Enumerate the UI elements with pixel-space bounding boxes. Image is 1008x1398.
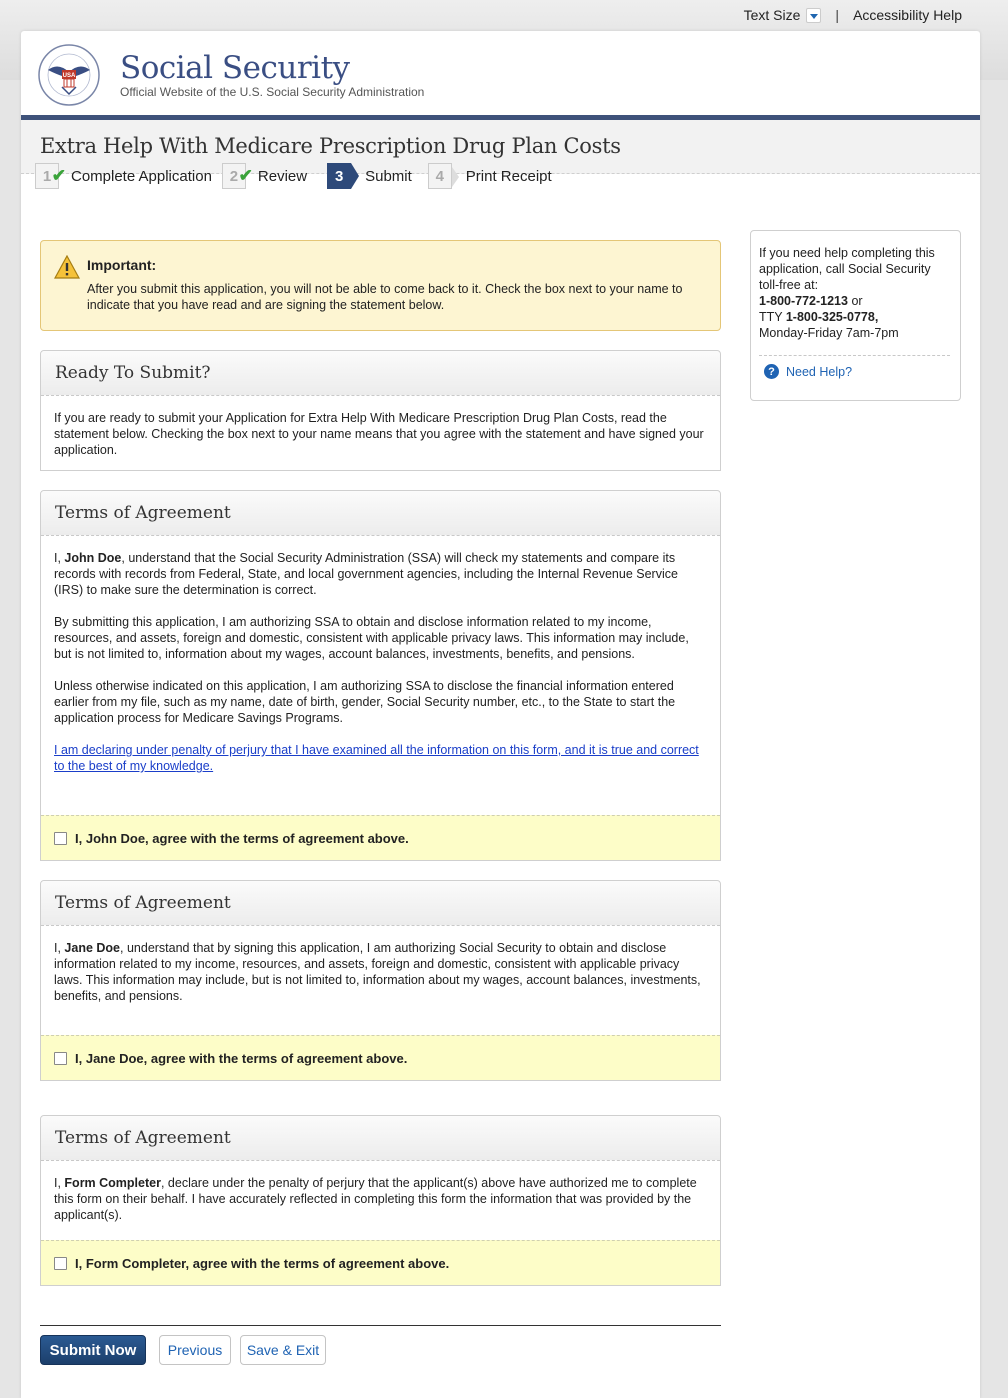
checkmark-icon: ✔ <box>51 166 66 185</box>
terms-paragraph: By submitting this application, I am authorizing SSA to obtain and disclose information related to my income, resources, and assets, foreign and domestic, consistent with applicable privacy laws. This information may include, but is not limited to, information about my wages, account balances, investments, benefits, and pensions. <box>54 615 689 661</box>
ready-text: If you are ready to submit your Application for Extra Help With Medicare Prescription Drug Plan Costs, read the statement below. Checking the box next to your name means that you agree with the statement and have signed your application. <box>54 411 704 457</box>
panel-header <box>41 491 720 536</box>
site-subtitle: Official Website of the U.S. Social Security Administration <box>120 85 425 99</box>
sidebar-divider <box>759 355 950 356</box>
important-alert <box>40 240 721 331</box>
agree-checkbox-jane[interactable] <box>54 1052 67 1065</box>
important-body: After you submit this application, you will not be able to come back to it. Check the box next to your name to indicate that you have read and are signing the statement below. <box>87 282 683 312</box>
terms-paragraph: I, John Doe, understand that the Social Security Administration (SSA) will check my statements and compare its records with records from Federal, State, and local government agencies, including the Internal Revenue Service (IRS) to make sure the determination is correct. <box>54 551 678 597</box>
step-label: Complete Application <box>71 167 212 185</box>
terms-paragraph: Unless otherwise indicated on this application, I am authorizing SSA to disclose the financial information entered earlier from my file, such as my name, date of birth, gender, Social Security number, etc., to the State to start the application process for Medicare Savings Programs. <box>54 679 676 725</box>
panel-body <box>41 1161 720 1223</box>
panel-header <box>41 881 720 926</box>
panel-heading: Terms of Agreement <box>55 503 231 523</box>
agree-label[interactable]: I, Form Completer, agree with the terms of agreement above. <box>75 1255 450 1271</box>
help-sidebar <box>750 230 961 401</box>
warning-icon <box>54 255 80 279</box>
step-print-receipt <box>428 163 552 189</box>
step-number-badge: 2 ✔ <box>222 163 246 189</box>
panel-heading: Terms of Agreement <box>55 1128 231 1148</box>
panel-body <box>41 396 720 458</box>
site-header <box>21 31 980 120</box>
panel-header <box>41 351 720 396</box>
text-size-label: Text Size <box>743 7 801 23</box>
agree-row-jane[interactable] <box>41 1035 720 1080</box>
utility-separator: | <box>835 7 840 23</box>
brand-block <box>120 51 424 99</box>
agree-label[interactable]: I, John Doe, agree with the terms of agreement above. <box>75 830 409 846</box>
step-label: Submit <box>365 167 412 185</box>
svg-text:USA: USA <box>62 73 76 79</box>
important-heading: Important: <box>87 257 157 273</box>
agree-row-john[interactable] <box>41 815 720 860</box>
applicant-name: Form Completer <box>64 1176 161 1190</box>
terms-panel-john <box>40 490 721 861</box>
chevron-down-icon[interactable] <box>806 8 821 23</box>
submit-now-button[interactable]: Submit Now <box>40 1335 146 1365</box>
panel-header <box>41 1116 720 1161</box>
agree-checkbox-form-completer[interactable] <box>54 1257 67 1270</box>
previous-button[interactable]: Previous <box>159 1335 231 1365</box>
text-size-control[interactable] <box>744 7 822 23</box>
save-exit-button[interactable]: Save & Exit <box>240 1335 326 1365</box>
help-text: If you need help completing this application, call Social Security toll-free at: 1-800-772-1213 or TTY 1-800-325-0778, Monday-Friday 7am-7pm <box>759 246 935 340</box>
terms-panel-jane <box>40 880 721 1081</box>
panel-heading: Ready To Submit? <box>55 363 211 383</box>
need-help-link[interactable] <box>764 364 852 379</box>
step-label: Review <box>257 167 308 185</box>
accessibility-help-link[interactable]: Accessibility Help <box>853 7 962 23</box>
question-icon: ? <box>764 364 779 379</box>
ready-to-submit-panel <box>40 350 721 471</box>
help-hours: Monday-Friday 7am-7pm <box>759 326 899 340</box>
terms-panel-form-completer <box>40 1115 721 1286</box>
need-help-label[interactable]: Need Help? <box>786 364 853 379</box>
site-title[interactable]: Social Security <box>120 50 350 86</box>
utility-bar <box>744 7 962 23</box>
ssa-seal-logo[interactable] <box>38 44 100 106</box>
step-label: Print Receipt <box>465 167 552 185</box>
panel-heading: Terms of Agreement <box>55 893 231 913</box>
terms-paragraph: I, Jane Doe, understand that by signing this application, I am authorizing Social Security to obtain and disclose information related to my income, resources, and assets, foreign and domestic, consistent with applicable privacy laws. This information may include, but is not limited to, information about my wages, account balances, investments, benefits, and pensions. <box>54 941 701 1003</box>
step-number-badge: 3 <box>327 163 351 189</box>
step-review <box>222 163 307 189</box>
checkmark-icon: ✔ <box>238 166 253 185</box>
progress-steps <box>35 163 562 189</box>
tty-number: 1-800-325-0778, <box>785 310 879 324</box>
panel-body <box>41 926 720 1004</box>
agree-checkbox-john[interactable] <box>54 832 67 845</box>
panel-body <box>41 536 720 774</box>
agree-label[interactable]: I, Jane Doe, agree with the terms of agreement above. <box>75 1050 408 1066</box>
agree-row-form-completer[interactable] <box>41 1240 720 1285</box>
phone-number: 1-800-772-1213 <box>759 294 848 308</box>
perjury-declaration-link[interactable]: I am declaring under penalty of perjury that I have examined all the information on this form, and it is true and correct to the best of my knowledge. <box>54 743 699 773</box>
step-number-badge: 1 ✔ <box>35 163 59 189</box>
applicant-name: Jane Doe <box>64 941 121 955</box>
action-bar <box>40 1325 721 1375</box>
page-title: Extra Help With Medicare Prescription Drug Plan Costs <box>40 134 621 158</box>
step-complete-application <box>35 163 212 189</box>
applicant-name: John Doe <box>64 551 122 565</box>
step-number-badge: 4 <box>428 163 452 189</box>
step-submit <box>327 163 412 189</box>
terms-paragraph: I, Form Completer, declare under the penalty of perjury that the applicant(s) above have authorized me to complete this form on their behalf. I have accurately reflected in completing this form the information that was provided by the applicant(s). <box>54 1176 697 1222</box>
